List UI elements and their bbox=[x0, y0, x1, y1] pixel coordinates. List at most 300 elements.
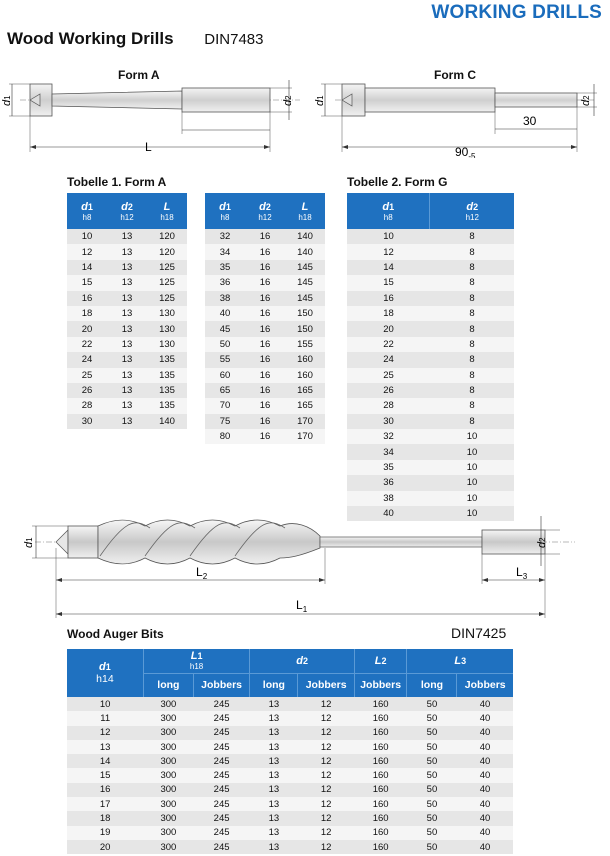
table-row bbox=[347, 337, 514, 352]
table-cell: 8 bbox=[430, 260, 514, 275]
table-cell: 13 bbox=[250, 697, 298, 711]
table-cell: 245 bbox=[193, 783, 249, 797]
table-cell: 40 bbox=[457, 697, 513, 711]
table-cell: 12 bbox=[298, 768, 354, 782]
table-cell: 18 bbox=[347, 306, 430, 321]
table-cell: 65 bbox=[205, 383, 245, 398]
table-row bbox=[67, 260, 187, 275]
table-row bbox=[205, 244, 325, 259]
table-row bbox=[205, 429, 325, 444]
table-cell: 16 bbox=[245, 414, 285, 429]
table-cell: 34 bbox=[205, 244, 245, 259]
table-cell: 13 bbox=[107, 383, 147, 398]
table-cell: 10 bbox=[67, 697, 143, 711]
table-row bbox=[67, 244, 187, 259]
table-cell: 165 bbox=[285, 398, 325, 413]
form-c-d1: d1 bbox=[314, 95, 326, 106]
table-cell: 16 bbox=[245, 368, 285, 383]
auger-d1: d1 bbox=[23, 537, 35, 548]
auger-l2: $L_2$ bbox=[196, 565, 208, 581]
table-cell: 8 bbox=[430, 398, 514, 413]
t1r-col-d2: d2 h12 bbox=[245, 193, 285, 229]
table-cell: 16 bbox=[245, 398, 285, 413]
form-a-d2: d2 bbox=[282, 95, 294, 106]
table-row bbox=[67, 711, 513, 725]
table-cell: 13 bbox=[250, 811, 298, 825]
at-sub-d2-jobbers: Jobbers bbox=[298, 673, 354, 697]
table-cell: 12 bbox=[298, 811, 354, 825]
table-cell: 40 bbox=[457, 826, 513, 840]
table-cell: 160 bbox=[354, 797, 407, 811]
table-cell: 165 bbox=[285, 383, 325, 398]
table-cell: 12 bbox=[298, 826, 354, 840]
table-cell: 60 bbox=[205, 368, 245, 383]
table-cell: 75 bbox=[205, 414, 245, 429]
table-cell: 300 bbox=[143, 783, 193, 797]
table-row bbox=[347, 460, 514, 475]
table-cell: 160 bbox=[354, 768, 407, 782]
table-cell: 125 bbox=[147, 260, 187, 275]
auger-l3: $L_3$ bbox=[516, 565, 528, 581]
table-cell: 8 bbox=[430, 337, 514, 352]
table-cell: 130 bbox=[147, 321, 187, 336]
table-cell: 11 bbox=[67, 711, 143, 725]
t1l-col-d2: d2 h12 bbox=[107, 193, 147, 229]
table-cell: 15 bbox=[67, 275, 107, 290]
table-cell: 160 bbox=[354, 697, 407, 711]
table-cell: 125 bbox=[147, 275, 187, 290]
table-cell: 13 bbox=[250, 840, 298, 854]
table-cell: 38 bbox=[205, 291, 245, 306]
table-cell: 24 bbox=[347, 352, 430, 367]
table-cell: 16 bbox=[245, 321, 285, 336]
table-row bbox=[205, 321, 325, 336]
table-cell: 245 bbox=[193, 711, 249, 725]
table-cell: 16 bbox=[245, 383, 285, 398]
table-cell: 8 bbox=[430, 291, 514, 306]
table2 bbox=[347, 193, 514, 521]
table-row bbox=[347, 383, 514, 398]
table-cell: 130 bbox=[147, 337, 187, 352]
table-cell: 160 bbox=[285, 368, 325, 383]
table-row bbox=[347, 475, 514, 490]
table-cell: 16 bbox=[245, 306, 285, 321]
table-cell: 145 bbox=[285, 260, 325, 275]
brand-title: WORKING DRILLS bbox=[431, 2, 602, 23]
t2-col-d1: d1 h8 bbox=[347, 193, 430, 229]
table-cell: 10 bbox=[430, 429, 514, 444]
table-row bbox=[347, 368, 514, 383]
t1l-col-l: L h18 bbox=[147, 193, 187, 229]
table-cell: 300 bbox=[143, 697, 193, 711]
table-row bbox=[205, 414, 325, 429]
table-cell: 8 bbox=[430, 306, 514, 321]
table-cell: 130 bbox=[147, 306, 187, 321]
table-cell: 16 bbox=[245, 260, 285, 275]
table-cell: 300 bbox=[143, 711, 193, 725]
table-row bbox=[67, 306, 187, 321]
table-cell: 245 bbox=[193, 811, 249, 825]
page-title bbox=[7, 29, 263, 49]
table-cell: 120 bbox=[147, 244, 187, 259]
table-cell: 160 bbox=[354, 840, 407, 854]
table-row bbox=[67, 337, 187, 352]
table-cell: 26 bbox=[67, 383, 107, 398]
table-cell: 245 bbox=[193, 797, 249, 811]
table-row bbox=[205, 260, 325, 275]
table-cell: 245 bbox=[193, 740, 249, 754]
table-cell: 8 bbox=[430, 275, 514, 290]
table-row bbox=[67, 697, 513, 711]
table-row bbox=[67, 768, 513, 782]
table-cell: 50 bbox=[407, 826, 457, 840]
table-cell: 50 bbox=[407, 768, 457, 782]
table-cell: 35 bbox=[347, 460, 430, 475]
table-cell: 13 bbox=[250, 740, 298, 754]
auger-standard: DIN7425 bbox=[451, 625, 507, 641]
form-a-d1: d1 bbox=[1, 95, 13, 106]
table-cell: 16 bbox=[245, 352, 285, 367]
table-cell: 13 bbox=[250, 797, 298, 811]
table-cell: 245 bbox=[193, 726, 249, 740]
table-cell: 45 bbox=[205, 321, 245, 336]
table-row bbox=[67, 352, 187, 367]
table-row bbox=[205, 337, 325, 352]
table-cell: 17 bbox=[67, 797, 143, 811]
table-cell: 13 bbox=[67, 740, 143, 754]
table-cell: 40 bbox=[457, 754, 513, 768]
table-cell: 14 bbox=[67, 754, 143, 768]
table-cell: 13 bbox=[250, 783, 298, 797]
form-a-diagram bbox=[0, 80, 305, 158]
table-row bbox=[67, 726, 513, 740]
table-cell: 80 bbox=[205, 429, 245, 444]
table-cell: 40 bbox=[457, 740, 513, 754]
table-cell: 38 bbox=[347, 491, 430, 506]
table-cell: 13 bbox=[107, 398, 147, 413]
table-cell: 160 bbox=[354, 711, 407, 725]
table-cell: 160 bbox=[354, 754, 407, 768]
table-cell: 10 bbox=[430, 460, 514, 475]
table-cell: 18 bbox=[67, 306, 107, 321]
table1-left bbox=[67, 193, 187, 429]
table-cell: 8 bbox=[430, 321, 514, 336]
table-cell: 300 bbox=[143, 754, 193, 768]
table-cell: 8 bbox=[430, 244, 514, 259]
form-c-shank-length: 30 bbox=[523, 114, 537, 128]
table-row bbox=[67, 740, 513, 754]
t1r-col-l: L h18 bbox=[285, 193, 325, 229]
table-cell: 34 bbox=[347, 444, 430, 459]
table-cell: 40 bbox=[457, 840, 513, 854]
table-cell: 245 bbox=[193, 768, 249, 782]
table-cell: 50 bbox=[205, 337, 245, 352]
t1r-col-d1: d1 h8 bbox=[205, 193, 245, 229]
table-cell: 10 bbox=[430, 491, 514, 506]
table-row bbox=[347, 291, 514, 306]
table-cell: 8 bbox=[430, 352, 514, 367]
table-row bbox=[347, 306, 514, 321]
table-cell: 40 bbox=[457, 783, 513, 797]
table-cell: 140 bbox=[285, 244, 325, 259]
table-row bbox=[347, 260, 514, 275]
table-cell: 13 bbox=[107, 260, 147, 275]
table-cell: 50 bbox=[407, 754, 457, 768]
table-cell: 245 bbox=[193, 697, 249, 711]
table-row bbox=[67, 321, 187, 336]
table-cell: 12 bbox=[298, 797, 354, 811]
table-row bbox=[67, 754, 513, 768]
table-row bbox=[347, 414, 514, 429]
auger-table bbox=[67, 649, 513, 854]
t1l-col-d1: d1 h8 bbox=[67, 193, 107, 229]
table-row bbox=[347, 244, 514, 259]
table-cell: 25 bbox=[67, 368, 107, 383]
table-row bbox=[205, 306, 325, 321]
table-cell: 13 bbox=[107, 337, 147, 352]
at-col-d2: d2 bbox=[250, 649, 355, 673]
at-sub-l1-long: long bbox=[143, 673, 193, 697]
table-cell: 50 bbox=[407, 783, 457, 797]
table-cell: 13 bbox=[107, 244, 147, 259]
table-row bbox=[67, 398, 187, 413]
auger-title: Wood Auger Bits bbox=[67, 627, 164, 641]
table-cell: 40 bbox=[457, 811, 513, 825]
table-row bbox=[205, 368, 325, 383]
table-row bbox=[67, 783, 513, 797]
table-cell: 20 bbox=[67, 840, 143, 854]
table-cell: 160 bbox=[285, 352, 325, 367]
table-cell: 12 bbox=[298, 840, 354, 854]
table-cell: 15 bbox=[347, 275, 430, 290]
table1-title: Tobelle 1. Form A bbox=[67, 175, 167, 189]
table-cell: 16 bbox=[245, 337, 285, 352]
table-cell: 55 bbox=[205, 352, 245, 367]
table-row bbox=[67, 229, 187, 244]
table-cell: 14 bbox=[347, 260, 430, 275]
table-cell: 8 bbox=[430, 229, 514, 244]
table-cell: 125 bbox=[147, 291, 187, 306]
table-cell: 13 bbox=[107, 414, 147, 429]
table-cell: 13 bbox=[107, 352, 147, 367]
table-row bbox=[67, 811, 513, 825]
table-cell: 40 bbox=[457, 726, 513, 740]
table-row bbox=[205, 352, 325, 367]
at-col-l2: L2 bbox=[354, 649, 407, 673]
table2-title: Tobelle 2. Form G bbox=[347, 175, 448, 189]
standard-label: DIN7483 bbox=[204, 31, 264, 48]
table-cell: 50 bbox=[407, 740, 457, 754]
table-cell: 145 bbox=[285, 291, 325, 306]
table-cell: 245 bbox=[193, 754, 249, 768]
table-row bbox=[347, 398, 514, 413]
table-row bbox=[347, 444, 514, 459]
table-cell: 16 bbox=[347, 291, 430, 306]
table-cell: 13 bbox=[250, 754, 298, 768]
table-cell: 19 bbox=[67, 826, 143, 840]
table-cell: 12 bbox=[67, 726, 143, 740]
table-row bbox=[205, 398, 325, 413]
table-cell: 135 bbox=[147, 398, 187, 413]
table-cell: 18 bbox=[67, 811, 143, 825]
table-cell: 10 bbox=[347, 229, 430, 244]
table-cell: 300 bbox=[143, 811, 193, 825]
table-row bbox=[67, 275, 187, 290]
table-cell: 70 bbox=[205, 398, 245, 413]
table-cell: 8 bbox=[430, 414, 514, 429]
form-a-length: L bbox=[145, 140, 152, 154]
table-cell: 145 bbox=[285, 275, 325, 290]
table-cell: 12 bbox=[298, 697, 354, 711]
table-cell: 32 bbox=[205, 229, 245, 244]
table-cell: 300 bbox=[143, 797, 193, 811]
table-row bbox=[205, 275, 325, 290]
table-row bbox=[205, 383, 325, 398]
table-cell: 40 bbox=[457, 711, 513, 725]
table-cell: 140 bbox=[147, 414, 187, 429]
table-cell: 50 bbox=[407, 811, 457, 825]
table-cell: 160 bbox=[354, 740, 407, 754]
table-cell: 36 bbox=[205, 275, 245, 290]
at-col-d1: d1 h14 bbox=[67, 649, 143, 697]
table-cell: 150 bbox=[285, 306, 325, 321]
table-cell: 13 bbox=[107, 291, 147, 306]
table-cell: 14 bbox=[67, 260, 107, 275]
at-col-l3: L3 bbox=[407, 649, 513, 673]
table-cell: 40 bbox=[457, 797, 513, 811]
table-cell: 22 bbox=[67, 337, 107, 352]
table-cell: 50 bbox=[407, 840, 457, 854]
table-cell: 20 bbox=[67, 321, 107, 336]
table-row bbox=[347, 321, 514, 336]
table-cell: 160 bbox=[354, 811, 407, 825]
table-cell: 50 bbox=[407, 726, 457, 740]
table-cell: 15 bbox=[67, 768, 143, 782]
table-cell: 300 bbox=[143, 740, 193, 754]
table-cell: 16 bbox=[245, 275, 285, 290]
table-cell: 150 bbox=[285, 321, 325, 336]
at-sub-l1-jobbers: Jobbers bbox=[193, 673, 249, 697]
t2-col-d2: d2 h12 bbox=[430, 193, 514, 229]
table-cell: 13 bbox=[107, 229, 147, 244]
table-cell: 22 bbox=[347, 337, 430, 352]
table-cell: 8 bbox=[430, 383, 514, 398]
table-cell: 12 bbox=[298, 754, 354, 768]
table-cell: 12 bbox=[298, 783, 354, 797]
table-cell: 140 bbox=[285, 229, 325, 244]
table-cell: 245 bbox=[193, 826, 249, 840]
table-cell: 26 bbox=[347, 383, 430, 398]
table-cell: 245 bbox=[193, 840, 249, 854]
table-cell: 13 bbox=[250, 826, 298, 840]
table-row bbox=[347, 491, 514, 506]
table-cell: 30 bbox=[347, 414, 430, 429]
table-cell: 16 bbox=[67, 783, 143, 797]
table-cell: 135 bbox=[147, 352, 187, 367]
table-cell: 13 bbox=[107, 368, 147, 383]
table-cell: 50 bbox=[407, 697, 457, 711]
table-row bbox=[67, 291, 187, 306]
at-sub-d2-long: long bbox=[250, 673, 298, 697]
table-cell: 36 bbox=[347, 475, 430, 490]
table-cell: 30 bbox=[67, 414, 107, 429]
table-cell: 160 bbox=[354, 826, 407, 840]
table-cell: 50 bbox=[407, 711, 457, 725]
table-cell: 13 bbox=[107, 321, 147, 336]
at-sub-l2-jobbers: Jobbers bbox=[354, 673, 407, 697]
form-a-label: Form A bbox=[118, 68, 160, 82]
table-row bbox=[347, 429, 514, 444]
at-sub-l3-jobbers: Jobbers bbox=[457, 673, 513, 697]
at-sub-l3-long: long bbox=[407, 673, 457, 697]
table-row bbox=[67, 368, 187, 383]
table-row bbox=[67, 826, 513, 840]
table-cell: 155 bbox=[285, 337, 325, 352]
table-cell: 170 bbox=[285, 414, 325, 429]
at-col-l1: L1 h18 bbox=[143, 649, 249, 673]
table-cell: 135 bbox=[147, 368, 187, 383]
table-cell: 135 bbox=[147, 383, 187, 398]
page-title-text: Wood Working Drills bbox=[7, 29, 174, 48]
table-cell: 16 bbox=[245, 229, 285, 244]
table-cell: 16 bbox=[67, 291, 107, 306]
table-cell: 12 bbox=[347, 244, 430, 259]
table-cell: 300 bbox=[143, 840, 193, 854]
auger-d2: d2 bbox=[536, 537, 548, 548]
table-cell: 160 bbox=[354, 783, 407, 797]
table-cell: 10 bbox=[430, 444, 514, 459]
table-cell: 16 bbox=[245, 429, 285, 444]
table-cell: 160 bbox=[354, 726, 407, 740]
table-cell: 13 bbox=[107, 306, 147, 321]
table-row bbox=[347, 229, 514, 244]
table-row bbox=[67, 840, 513, 854]
table-cell: 10 bbox=[430, 475, 514, 490]
table-row bbox=[205, 291, 325, 306]
table-cell: 10 bbox=[67, 229, 107, 244]
table-cell: 12 bbox=[298, 711, 354, 725]
table-cell: 300 bbox=[143, 726, 193, 740]
table-row bbox=[67, 383, 187, 398]
form-c-total-length: $90_{-5}$ bbox=[455, 145, 476, 158]
form-c-diagram bbox=[305, 80, 605, 158]
table-cell: 40 bbox=[457, 768, 513, 782]
table-cell: 16 bbox=[245, 244, 285, 259]
table-row bbox=[347, 352, 514, 367]
table-cell: 120 bbox=[147, 229, 187, 244]
table-cell: 40 bbox=[205, 306, 245, 321]
table-row bbox=[67, 414, 187, 429]
table-row bbox=[347, 275, 514, 290]
table-cell: 28 bbox=[347, 398, 430, 413]
table-cell: 13 bbox=[250, 768, 298, 782]
table-cell: 50 bbox=[407, 797, 457, 811]
table-cell: 12 bbox=[298, 726, 354, 740]
table-cell: 20 bbox=[347, 321, 430, 336]
table-cell: 28 bbox=[67, 398, 107, 413]
table-cell: 170 bbox=[285, 429, 325, 444]
table-row bbox=[205, 229, 325, 244]
table-cell: 300 bbox=[143, 826, 193, 840]
table-cell: 13 bbox=[250, 711, 298, 725]
table-row bbox=[67, 797, 513, 811]
table-cell: 16 bbox=[245, 291, 285, 306]
table-cell: 13 bbox=[250, 726, 298, 740]
table-cell: 13 bbox=[107, 275, 147, 290]
auger-l1: $L_1$ bbox=[296, 598, 308, 614]
table-cell: 32 bbox=[347, 429, 430, 444]
table-cell: 12 bbox=[298, 740, 354, 754]
